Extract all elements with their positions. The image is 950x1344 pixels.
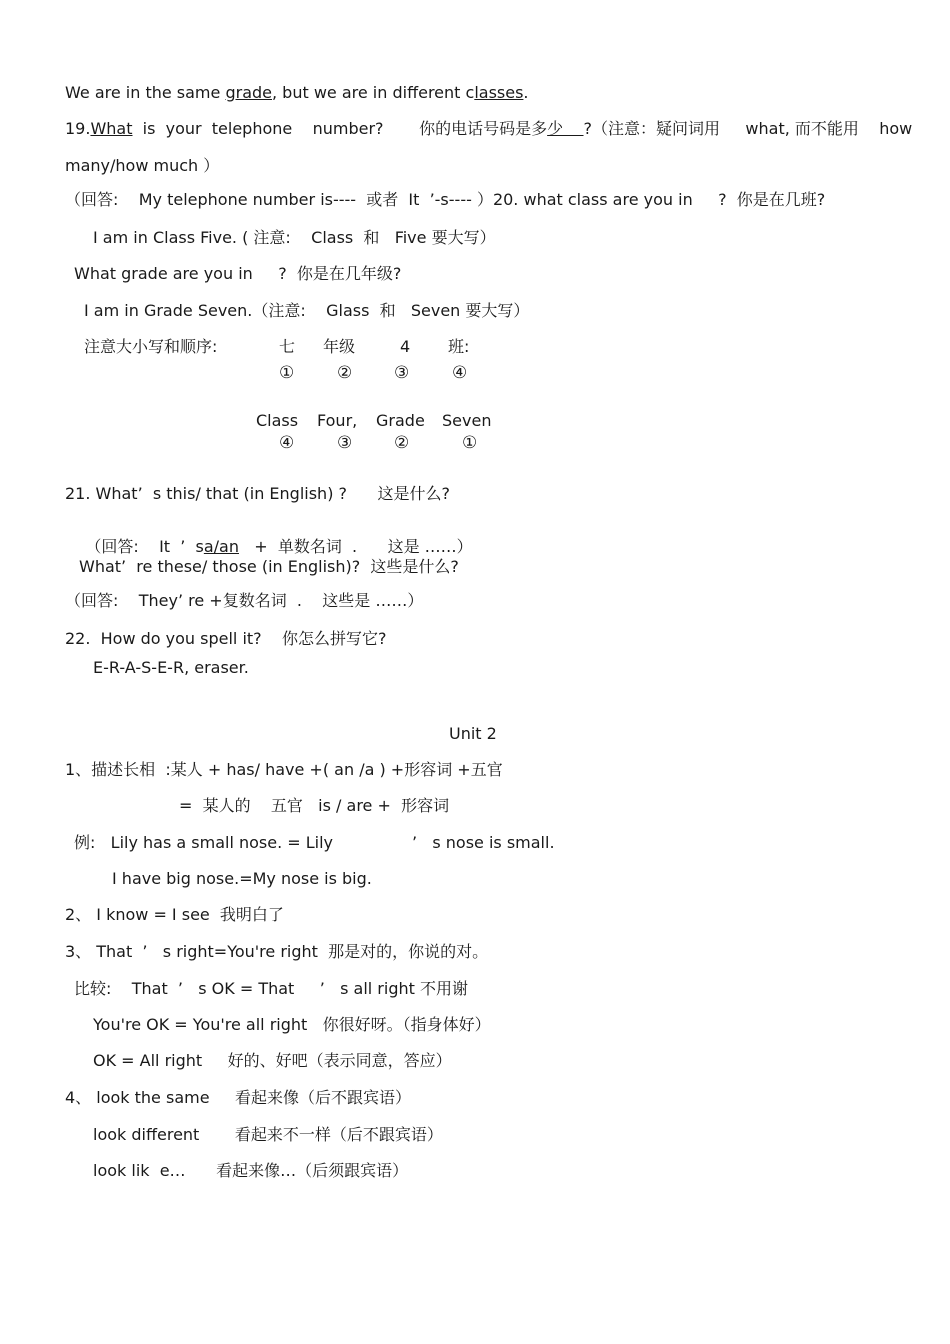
order-word: 班: — [448, 337, 470, 356]
example-a-cont: ’ s nose is small. — [412, 833, 555, 852]
order-word: 年级 — [323, 337, 356, 356]
point-3: 3、 That ’ s right=You're right 那是对的，你说的对。 — [65, 942, 489, 961]
text: , but we are in different c — [272, 83, 475, 102]
text: + 单数名词 . 这是 ……） — [238, 537, 473, 556]
section-heading: Unit 2 — [449, 724, 497, 743]
grade-answer: I am in Grade Seven.（注意: Glass 和 Seven 要大写） — [84, 301, 530, 320]
point-3-allright: OK = All right 好的、好吧（表示同意，答应） — [93, 1051, 452, 1070]
underlined-word: lasses — [474, 83, 524, 102]
point-4-different: look different 看起来不一样（后不跟宾语） — [93, 1125, 443, 1144]
grade-question: What grade are you in ? 你是在几年级? — [74, 264, 402, 283]
item-21: 21. What’ s this/ that (in English) ? 这是什么? — [65, 484, 451, 503]
item-number: 19. — [65, 119, 91, 138]
order-word: 七 — [279, 337, 296, 356]
circled-number: ① — [462, 433, 478, 453]
item-22: 22. How do you spell it? 你怎么拼写它? — [65, 629, 387, 648]
underlined-word: 少 — [547, 119, 584, 138]
plural-answer: （回答: They’ re +复数名词 . 这些是 ……） — [65, 591, 424, 610]
text: ?（注意：疑问词用 what, 而不能用 how — [583, 119, 913, 138]
point-1-formula: = 某人的 五官 is / are + 形容词 — [179, 796, 450, 815]
point-4: 4、 look the same 看起来像（后不跟宾语） — [65, 1088, 411, 1107]
underlined-word: grade — [225, 83, 272, 102]
circled-number: ③ — [394, 363, 410, 383]
circled-number: ② — [394, 433, 410, 453]
underlined-word: What — [90, 119, 133, 138]
order-word-en: Four, — [317, 411, 358, 430]
point-1: 1、描述长相 :某人 + has/ have +( an /a ) +形容词 +五官 — [65, 760, 503, 779]
text: （回答: It ’ s — [85, 537, 204, 556]
item-19 — [65, 119, 912, 139]
order-word-en: Class — [256, 411, 299, 430]
spelling-answer: E-R-A-S-E-R, eraser. — [93, 658, 249, 677]
text: . — [523, 83, 529, 102]
order-word-en: Seven — [442, 411, 492, 430]
circled-number: ④ — [279, 433, 295, 453]
order-note: 注意大小写和顺序: — [84, 337, 218, 356]
point-3-compare: 比较: That ’ s OK = That ’ s all right 不用谢 — [74, 979, 468, 998]
class-answer: I am in Class Five. ( 注意: Class 和 Five 要大写） — [93, 228, 496, 247]
circled-number: ③ — [337, 433, 353, 453]
point-2: 2、 I know = I see 我明白了 — [65, 905, 284, 924]
circled-number: ① — [279, 363, 295, 383]
example-b: I have big nose.=My nose is big. — [112, 869, 372, 888]
point-4-like: look lik e… 看起来像…（后须跟宾语） — [93, 1161, 409, 1180]
order-word: 4 — [400, 337, 411, 356]
text: is your telephone number? 你的电话号码是多 — [132, 119, 548, 138]
answer-and-item-20: （回答: My telephone number is---- 或者 It ’-s---- ）20. what class are you in ? 你是在几班? — [65, 190, 826, 209]
order-word-en: Grade — [376, 411, 425, 430]
example-a: 例: Lily has a small nose. = Lily — [74, 833, 334, 852]
sentence-grade-classes — [65, 83, 529, 103]
text: We are in the same — [65, 83, 226, 102]
plural-question: What’ re these/ those (in English)? 这些是什么? — [79, 557, 459, 576]
circled-number: ② — [337, 363, 353, 383]
item-19-cont: many/how much ） — [65, 156, 220, 175]
point-3-ok: You're OK = You're all right 你很好呀。（指身体好） — [93, 1015, 491, 1034]
underlined-word: a/an — [203, 537, 239, 556]
circled-number: ④ — [452, 363, 468, 383]
